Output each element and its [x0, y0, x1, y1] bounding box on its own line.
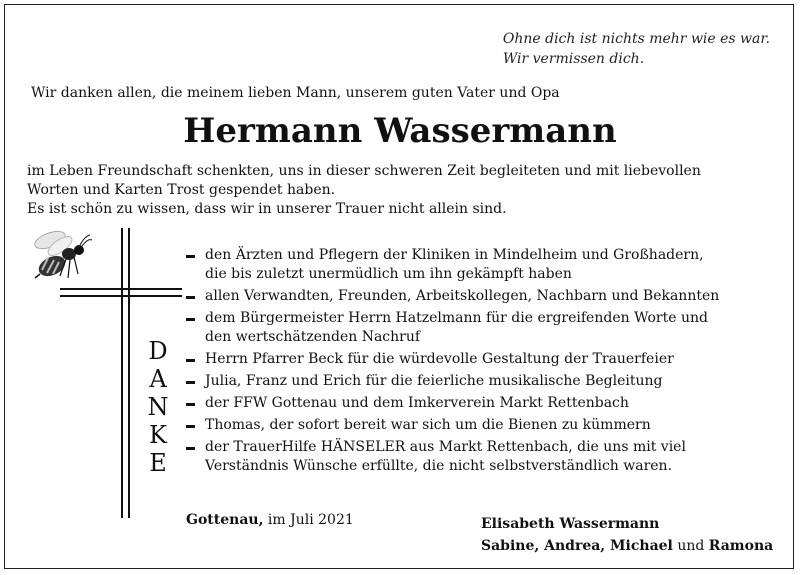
- place: Gottenau,: [186, 512, 264, 528]
- bee-icon: [30, 226, 98, 292]
- list-item: dem Bürgermeister Herrn Hatzelmann für die ergreifenden Worte und den wertschätzenden Nachruf: [186, 309, 786, 347]
- place-date: [186, 512, 354, 528]
- date: im Juli 2021: [263, 512, 354, 528]
- signature-line-1: Elisabeth Wassermann: [481, 516, 660, 532]
- thanks-paragraph: [27, 162, 777, 219]
- thanks-list: [186, 246, 786, 479]
- list-item: Julia, Franz und Erich für die feierliche musikalische Begleitung: [186, 372, 786, 391]
- cross-vertical-bar: [121, 228, 130, 518]
- list-item: allen Verwandten, Freunden, Arbeitskollegen, Nachbarn und Bekannten: [186, 287, 786, 306]
- danke-letter: A: [149, 365, 167, 393]
- quote-line-2: Wir vermissen dich.: [502, 51, 645, 67]
- list-item: den Ärzten und Pflegern der Kliniken in Mindelheim und Großhadern, die bis zuletzt unermüdlich um ihn gekämpft haben: [186, 246, 786, 284]
- danke-letter: E: [149, 449, 167, 477]
- dash-icon: [186, 447, 195, 450]
- danke-letter: N: [147, 393, 169, 421]
- dash-icon: [186, 359, 195, 362]
- cross-horizontal-bar: [60, 288, 182, 297]
- deceased-name: Hermann Wassermann: [183, 111, 617, 151]
- paragraph-line-1: im Leben Freundschaft schenkten, uns in dieser schweren Zeit begleiteten und mit liebevollen: [27, 163, 701, 179]
- list-item: der FFW Gottenau und dem Imkerverein Markt Rettenbach: [186, 394, 786, 413]
- signature-last-name: Ramona: [708, 538, 774, 554]
- dash-icon: [186, 296, 195, 299]
- list-item: der TrauerHilfe HÄNSELER aus Markt Rettenbach, die uns mit viel Verständnis Wünsche erfüllte, die nicht selbstverständlich waren.: [186, 438, 786, 476]
- signature: [481, 513, 773, 557]
- signature-names: Sabine, Andrea, Michael: [481, 538, 673, 554]
- dash-icon: [186, 318, 195, 321]
- dash-icon: [186, 381, 195, 384]
- intro-text: Wir danken allen, die meinem lieben Mann, unserem guten Vater und Opa: [31, 85, 560, 101]
- signature-und: und: [672, 538, 709, 554]
- dash-icon: [186, 403, 195, 406]
- paragraph-line-3: Es ist schön zu wissen, dass wir in unserer Trauer nicht allein sind.: [27, 201, 507, 217]
- list-item: Herrn Pfarrer Beck für die würdevolle Gestaltung der Trauerfeier: [186, 350, 786, 369]
- dash-icon: [186, 425, 195, 428]
- danke-letter: K: [149, 421, 167, 449]
- dash-icon: [186, 255, 195, 258]
- quote: [503, 29, 770, 69]
- danke-vertical-text: [143, 337, 173, 477]
- quote-line-1: Ohne dich ist nichts mehr wie es war.: [502, 31, 770, 47]
- danke-letter: D: [148, 337, 168, 365]
- list-item: Thomas, der sofort bereit war sich um die Bienen zu kümmern: [186, 416, 786, 435]
- paragraph-line-2: Worten und Karten Trost gespendet haben.: [27, 182, 336, 198]
